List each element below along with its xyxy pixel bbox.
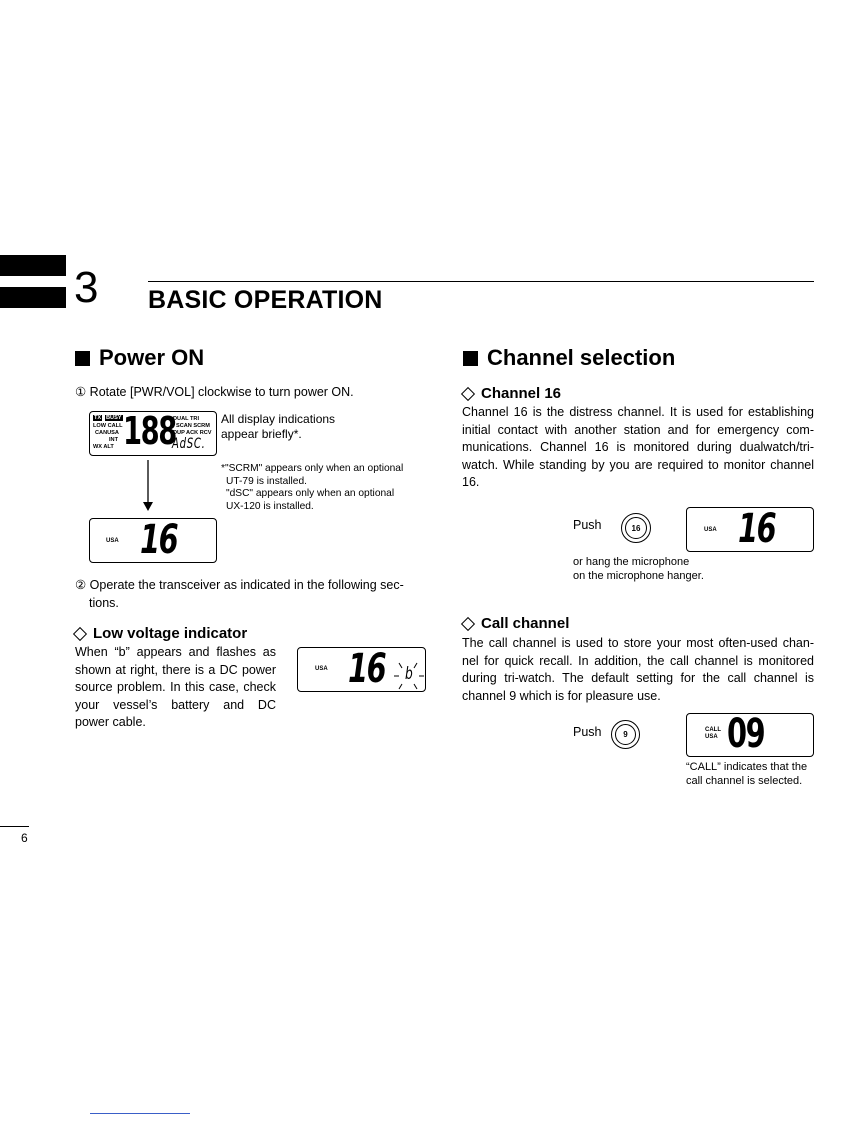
diamond-bullet-icon [461, 386, 475, 400]
low-voltage-heading-text: Low voltage indicator [93, 625, 248, 642]
push-label-16: Push [573, 518, 602, 532]
channel16-text [462, 404, 814, 492]
lcd-channel-16 [89, 518, 217, 563]
channel16-key[interactable] [621, 513, 651, 543]
lcd-usa-tag: USA [704, 527, 717, 533]
hang-line2: on the microphone hanger. [573, 570, 704, 582]
low-voltage-line: When “b” appears and flashes as [75, 645, 276, 659]
lcd-tag-dup-ack-rcv: DUP ACK RCV [173, 430, 212, 436]
lcd-full-text: AdSC. [172, 436, 206, 452]
call-note-line1: “CALL” indicates that the [686, 761, 808, 773]
low-voltage-line: power cable. [75, 715, 146, 729]
channel16-heading-text: Channel 16 [481, 385, 562, 402]
hang-line1: or hang the microphone [573, 556, 690, 568]
lcd-low-voltage [297, 647, 426, 692]
call-line: nel for quick recall. In addition, the call channel is monitored [462, 653, 814, 668]
call-note [686, 760, 807, 788]
lcd-all-segments [89, 411, 217, 456]
page-number: 6 [21, 831, 28, 845]
call-channel-key-face: 9 [615, 724, 636, 745]
lcd-tag-dual-tri: DUAL TRI [173, 416, 199, 422]
chapter-number: 3 [74, 263, 99, 312]
lcd-tag-wx-alt: WX ALT [93, 444, 114, 450]
lcd-channel-digits: 16 [140, 517, 178, 563]
step2-line1: ② Operate the transceiver as indicated in the following sec- [75, 578, 404, 592]
lcd-tag-canusa: CANUSA [95, 430, 119, 436]
channel16-key-face: 16 [625, 517, 647, 539]
footnote-1b: UT-79 is installed. [226, 475, 307, 487]
diamond-bullet-icon [461, 616, 475, 630]
power-on-step1: ① Rotate [PWR/VOL] clockwise to turn power ON. [75, 385, 354, 399]
lcd-channel-16-right [686, 507, 814, 552]
footnote-2a: "dSC" appears only when an optional [226, 488, 395, 499]
lcd-usa-tag: USA [315, 666, 328, 672]
display-note-line2: appear briefly*. [221, 427, 302, 441]
step2-line2: tions. [89, 595, 119, 610]
lcd-tag-busy: BUSY [106, 415, 122, 421]
channel16-line: 16. [462, 475, 480, 489]
chapter-rule [148, 281, 814, 282]
display-note [221, 412, 335, 442]
square-bullet-icon [75, 351, 90, 366]
footnote-2b: UX-120 is installed. [226, 500, 314, 512]
low-voltage-heading [75, 625, 247, 642]
low-voltage-line: your vessel’s battery and DC [75, 697, 276, 712]
lcd-usa-tag: USA [106, 538, 119, 544]
call-line: The call channel is used to store your most often-used chan- [462, 636, 814, 650]
chapter-title: BASIC OPERATION [148, 286, 383, 314]
footer-link-line [90, 1113, 190, 1114]
call-channel-heading-text: Call channel [481, 615, 570, 632]
power-on-heading [75, 345, 204, 371]
square-bullet-icon [463, 351, 478, 366]
channel-selection-heading [463, 345, 675, 371]
channel16-line: initial contact with another station and for emergency com- [462, 422, 814, 437]
call-line: channel 9 which is for pleasure use. [462, 688, 661, 703]
lcd-channel-digits: 16 [348, 646, 386, 692]
low-voltage-line: shown at right, there is a DC power [75, 662, 276, 677]
call-channel-text [462, 635, 814, 705]
lcd-channel-digits: 16 [738, 506, 776, 552]
diamond-bullet-icon [73, 626, 87, 640]
power-on-step2 [75, 577, 427, 612]
lcd-tag-scan-scrm: SCAN SCRM [176, 423, 210, 429]
lcd-full-digits: 188 [123, 409, 176, 453]
lcd-call-channel [686, 713, 814, 757]
down-arrow-icon [142, 460, 154, 512]
chapter-tab-bar-top [0, 255, 66, 276]
lcd-flash-b: b [405, 664, 412, 684]
lcd-tag-int: INT [109, 437, 119, 443]
footnote-1a: *"SCRM" appears only when an optional [221, 463, 404, 474]
channel16-heading [463, 385, 561, 402]
lcd-channel-digits: 09 [727, 711, 765, 757]
channel16-line: munications. Channel 16 is monitored during dualwatch/tri- [462, 440, 814, 454]
call-channel-heading [463, 615, 569, 632]
lcd-call-tag: CALL [705, 727, 721, 733]
display-note-line1: All display indications [221, 412, 336, 426]
call-channel-key[interactable] [611, 720, 640, 749]
channel16-line: Channel 16 is the distress channel. It is used for establishing [462, 405, 814, 419]
lcd-tag-tx: TX [94, 415, 102, 421]
chapter-tab-bar-bottom [0, 287, 66, 308]
channel-selection-heading-text: Channel selection [487, 345, 676, 370]
hang-note [573, 555, 704, 583]
power-on-heading-text: Power ON [99, 345, 205, 370]
lcd-usa-tag: USA [705, 734, 718, 740]
call-line: during tri-watch. The default setting for the call channel is [462, 671, 814, 685]
low-voltage-line: source problem. In this case, check [75, 680, 276, 694]
footnotes [221, 463, 403, 513]
channel16-line: watch. While standing by you are required to monitor channel [462, 457, 814, 472]
low-voltage-text [75, 644, 276, 732]
call-note-line2: call channel is selected. [686, 775, 803, 787]
lcd-tag-low-call: LOW CALL [93, 423, 123, 429]
push-label-9: Push [573, 725, 602, 739]
page-number-rule [0, 826, 29, 827]
